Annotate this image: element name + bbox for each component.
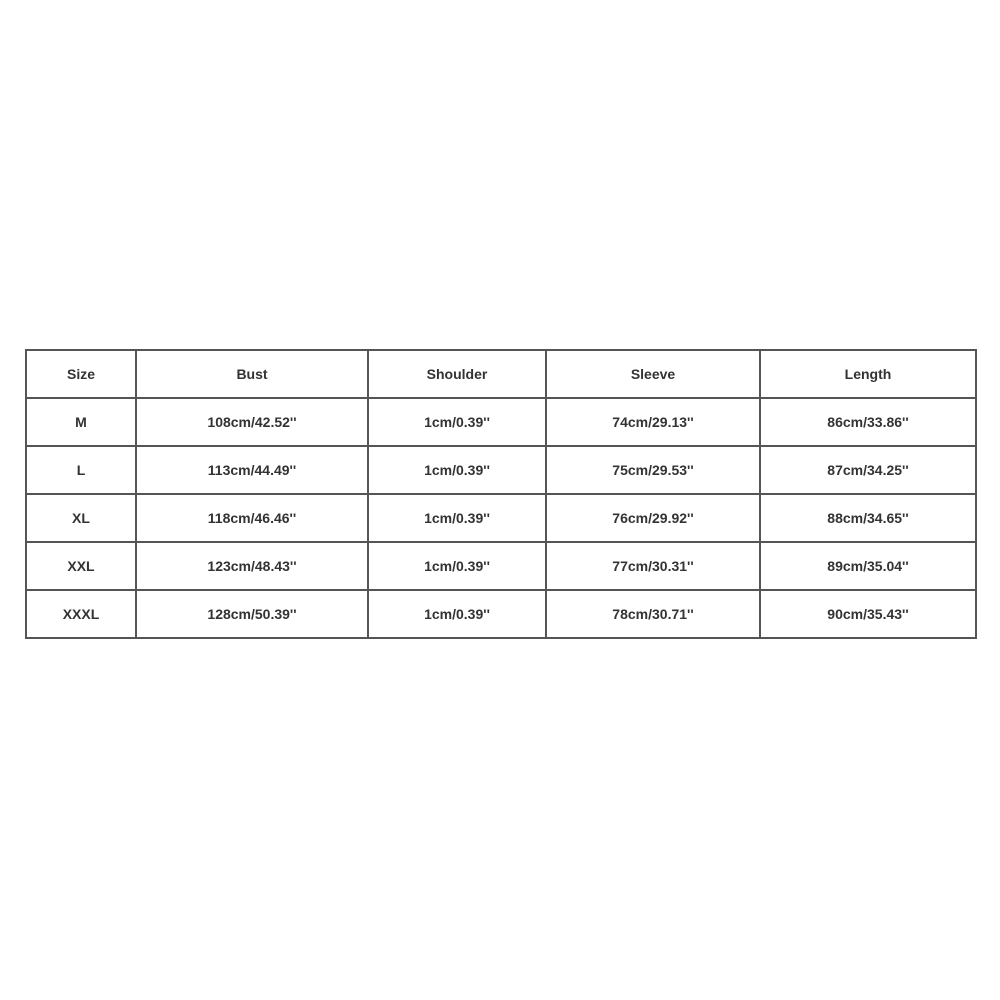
- cell-sleeve: 76cm/29.92'': [546, 494, 760, 542]
- cell-size: XXXL: [26, 590, 136, 638]
- cell-size: XL: [26, 494, 136, 542]
- cell-length: 90cm/35.43'': [760, 590, 976, 638]
- table-header-row: [26, 350, 976, 398]
- cell-length: 88cm/34.65'': [760, 494, 976, 542]
- cell-sleeve: 75cm/29.53'': [546, 446, 760, 494]
- cell-bust: 128cm/50.39'': [136, 590, 368, 638]
- cell-bust: 108cm/42.52'': [136, 398, 368, 446]
- cell-sleeve: 77cm/30.31'': [546, 542, 760, 590]
- cell-bust: 118cm/46.46'': [136, 494, 368, 542]
- cell-bust: 123cm/48.43'': [136, 542, 368, 590]
- header-sleeve: Sleeve: [546, 350, 760, 398]
- header-length: Length: [760, 350, 976, 398]
- table-row: [26, 590, 976, 638]
- cell-bust: 113cm/44.49'': [136, 446, 368, 494]
- header-size: Size: [26, 350, 136, 398]
- cell-sleeve: 78cm/30.71'': [546, 590, 760, 638]
- size-chart-table: [25, 349, 977, 639]
- cell-shoulder: 1cm/0.39'': [368, 398, 546, 446]
- table-row: [26, 494, 976, 542]
- table-row: [26, 542, 976, 590]
- cell-shoulder: 1cm/0.39'': [368, 542, 546, 590]
- cell-shoulder: 1cm/0.39'': [368, 590, 546, 638]
- cell-length: 87cm/34.25'': [760, 446, 976, 494]
- cell-shoulder: 1cm/0.39'': [368, 494, 546, 542]
- cell-sleeve: 74cm/29.13'': [546, 398, 760, 446]
- table-row: [26, 398, 976, 446]
- header-shoulder: Shoulder: [368, 350, 546, 398]
- cell-shoulder: 1cm/0.39'': [368, 446, 546, 494]
- table-row: [26, 446, 976, 494]
- cell-length: 89cm/35.04'': [760, 542, 976, 590]
- cell-size: XXL: [26, 542, 136, 590]
- header-bust: Bust: [136, 350, 368, 398]
- cell-size: L: [26, 446, 136, 494]
- cell-size: M: [26, 398, 136, 446]
- cell-length: 86cm/33.86'': [760, 398, 976, 446]
